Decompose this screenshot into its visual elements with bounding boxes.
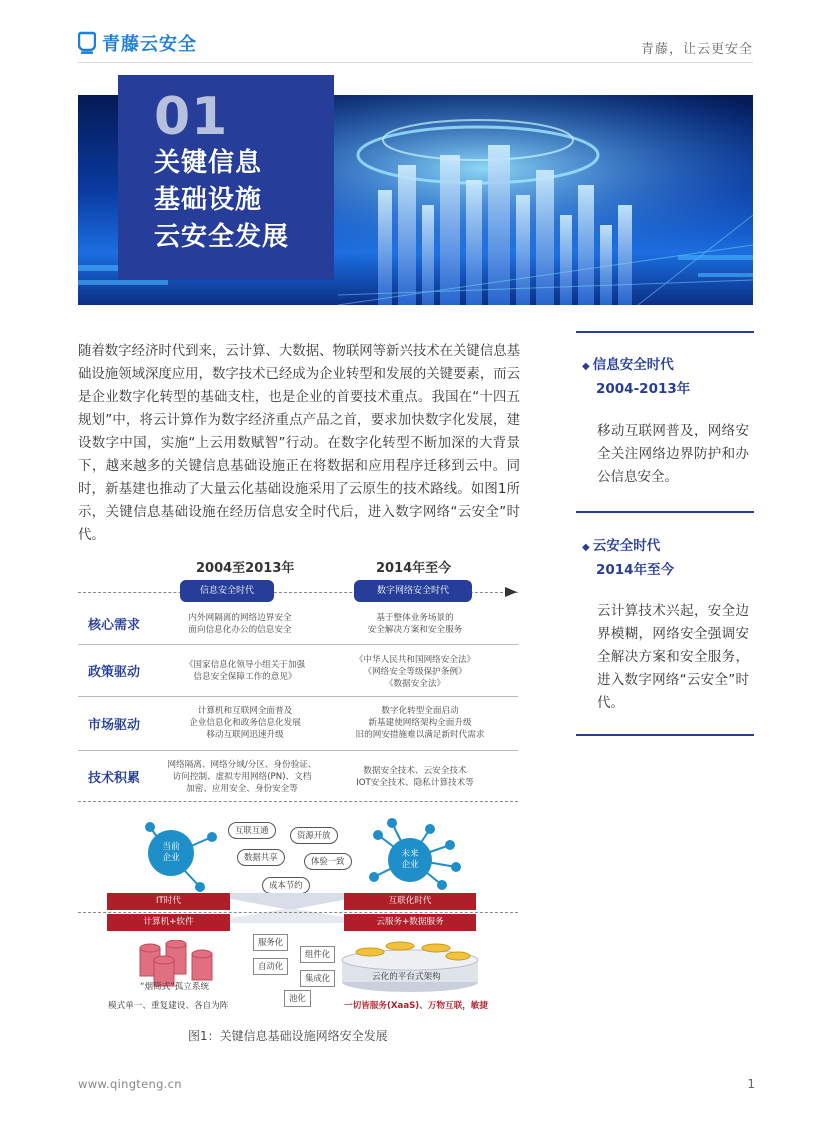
bar-it-era: IT时代 [107, 893, 230, 910]
row-label-policy-driven: 政策驱动 [88, 665, 141, 680]
table-cell: 数据安全技术、云安全技术 IOT安全技术、隐私计算技术等 [356, 766, 474, 788]
section-title-line-3: 云安全发展 [154, 222, 290, 252]
era-pill-digital-network-security: 数字网络安全时代 [354, 580, 472, 602]
sidebar-text-2: 云计算技术兴起，安全边界模糊，网络安全强调安全解决方案和安全服务，进入数字网络“云安全”时代。 [597, 603, 749, 711]
sidebar-divider-top [576, 331, 754, 333]
table-cell: 《中华人民共和国网络安全法》 《网络安全等级保护条例》 《数据安全法》 [354, 655, 476, 689]
row-label-core-demand: 核心需求 [88, 618, 141, 633]
row-divider [78, 750, 518, 751]
col-head-2004: 2004至2013年 [196, 561, 295, 576]
section-number: 01 [154, 87, 229, 147]
box-servicization: 服务化 [253, 934, 288, 951]
row-divider [78, 696, 518, 697]
left-summary: 模式单一、重复建设、各自为阵 [108, 1001, 229, 1011]
table-cell: 网络隔离、网络分域/分区、身份验证、 访问控制、虚拟专用网络(PN)、文档 加密、应用安全、身份安全等 [167, 760, 317, 794]
row-label-tech-accumulation: 技术积累 [88, 771, 141, 786]
body-paragraph: 随着数字经济时代到来，云计算、大数据、物联网等新兴技术在关键信息基础设施领域深度应用，数字技术已经成为企业转型和发展的关键要素，而云是企业数字化转型的基础支柱，也是企业的首要技术重点。我国在“十四五规划”中，将云计算作为数字经济重点产品之首，要求加快数字化发展，建设数字中国，实施“上云用数赋智”行动。在数字化转型不断加深的大背景下，越来越多的关键信息基础设施正在将数据和应用程序迁移到云中。同时，新基建也推动了大量云化基础设施采用了云原生的技术路线。如图1所示，关键信息基础设施在经历信息安全时代后，进入数字网络“云安全”时代。 [78, 344, 520, 543]
sidebar-divider-middle [576, 511, 754, 513]
bar-computer-software: 计算机+软件 [107, 914, 230, 931]
logo-text: 青藤云安全 [102, 34, 197, 55]
platform-label: 云化的平台式架构 [372, 972, 441, 982]
section-title-line-1: 关键信息 [154, 148, 263, 178]
table-cell: 计算机和互联网全面普及 企业信息化和政务信息化发展 移动互联网迅速升级 [189, 706, 301, 740]
tag-resource-open: 资源开放 [290, 827, 338, 844]
header-slogan: 青藤，让云更安全 [640, 42, 753, 57]
diamond-icon: ◆ [582, 542, 590, 553]
era-dash [78, 912, 518, 913]
sidebar-text-1: 移动互联网普及，网络安全关注网络边界防护和办公信息安全。 [597, 423, 749, 485]
tag-data-sharing: 数据共享 [237, 849, 285, 866]
arrow-right-icon [505, 587, 519, 597]
table-cell: 《国家信息化领导小组关于加强 信息安全保障工作的意见》 [184, 660, 306, 682]
row-label-market-driven: 市场驱动 [88, 718, 141, 733]
table-cell: 内外网隔离的网络边界安全 面向信息化办公的信息安全 [188, 613, 292, 635]
section-title-box [118, 75, 334, 280]
bar-cloud-data-services: 云服务+数据服务 [344, 914, 476, 931]
silo-label: “烟筒式”孤立系统 [140, 982, 210, 992]
header-divider [78, 62, 753, 63]
qingteng-logo-icon [78, 31, 96, 55]
box-componentization: 组件化 [300, 946, 335, 963]
timeline-dash [78, 801, 518, 802]
section-title-line-2: 基础设施 [154, 185, 263, 215]
box-automation: 自动化 [253, 958, 288, 975]
right-summary: 一切皆服务(XaaS)、万物互联，敏捷 [344, 1001, 488, 1011]
figure-caption: 图1：关键信息基础设施网络安全发展 [188, 1029, 388, 1043]
future-enterprise-bubble: 未来 企业 [388, 838, 432, 882]
footer-url: www.qingteng.cn [78, 1077, 182, 1091]
current-enterprise-bubble: 当前 企业 [148, 830, 194, 876]
sidebar-heading-2: ◆ 云安全时代 2014年至今 [582, 538, 675, 578]
sidebar-heading-1: ◆ 信息安全时代 2004-2013年 [582, 357, 691, 397]
bar-internet-era: 互联化时代 [344, 893, 476, 910]
tag-cost-saving: 成本节约 [262, 877, 310, 894]
tag-consistent-experience: 体验一致 [304, 853, 352, 870]
diamond-icon: ◆ [582, 361, 590, 372]
box-integration: 集成化 [300, 970, 335, 987]
table-cell: 基于整体业务场景的 安全解决方案和安全服务 [367, 613, 463, 635]
era-pill-info-security: 信息安全时代 [180, 580, 274, 602]
col-head-2014: 2014年至今 [376, 561, 452, 576]
page-number: 1 [747, 1077, 755, 1091]
cloud-platform-icon [340, 938, 480, 994]
box-pooling: 池化 [284, 990, 311, 1007]
table-cell: 数字化转型全面启动 新基建使网络架构全面升级 旧的网安措施难以满足新时代需求 [355, 706, 485, 740]
sidebar-divider-bottom [576, 734, 754, 736]
logo [78, 30, 197, 56]
tag-interconnection: 互联互通 [228, 822, 276, 839]
row-divider [78, 644, 518, 645]
